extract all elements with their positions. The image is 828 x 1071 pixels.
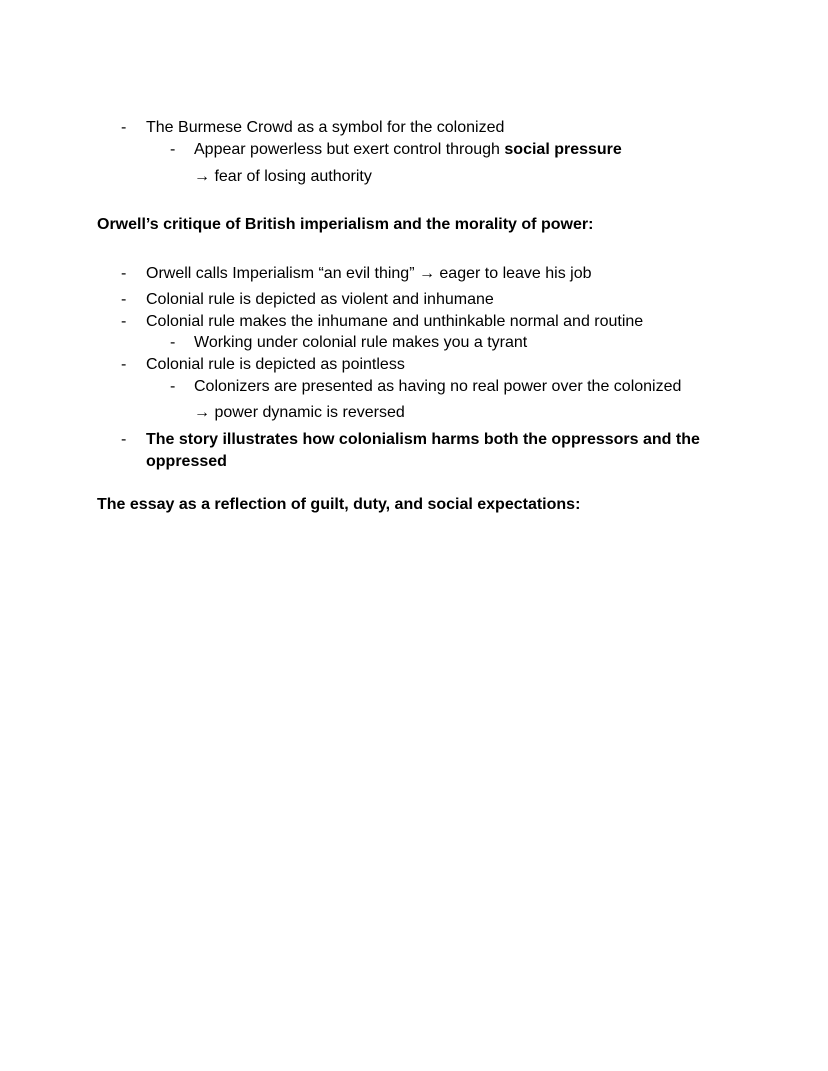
list-item: Colonial rule makes the inhumane and unthinkable normal and routine <box>146 313 644 330</box>
section-heading: Orwell’s critique of British imperialism and the morality of power: <box>97 216 594 233</box>
list-item-continuation: oppressed <box>146 453 227 470</box>
bullet-dash: - <box>121 291 127 308</box>
sub-list-item-text: Appear powerless but exert control through <box>194 141 505 158</box>
section-heading: The essay as a reflection of guilt, duty, and social expectations: <box>97 496 581 513</box>
bullet-dash: - <box>121 313 127 330</box>
sub-list-item: Working under colonial rule makes you a tyrant <box>194 334 528 351</box>
sub-list-item: Colonizers are presented as having no real power over the colonized <box>194 378 682 395</box>
list-item: Colonial rule is depicted as pointless <box>146 356 405 373</box>
list-item: The Burmese Crowd as a symbol for the colonized <box>146 119 505 136</box>
sub-list-item-continuation: → fear of losing authority <box>194 168 372 185</box>
sub-list-item <box>194 140 622 160</box>
emphasis-text: social pressure <box>504 141 622 158</box>
bullet-dash: - <box>121 265 127 282</box>
sub-bullet-dash: - <box>170 334 176 351</box>
list-item: The story illustrates how colonialism harms both the oppressors and the <box>146 431 700 448</box>
sub-list-item-continuation: → power dynamic is reversed <box>194 404 405 421</box>
list-item: Orwell calls Imperialism “an evil thing” → eager to leave his job <box>146 265 592 282</box>
bullet-dash: - <box>121 119 127 136</box>
list-item: Colonial rule is depicted as violent and inhumane <box>146 291 494 308</box>
bullet-dash: - <box>121 431 127 448</box>
sub-bullet-dash: - <box>170 378 176 395</box>
sub-bullet-dash: - <box>170 141 176 158</box>
bullet-dash: - <box>121 356 127 373</box>
